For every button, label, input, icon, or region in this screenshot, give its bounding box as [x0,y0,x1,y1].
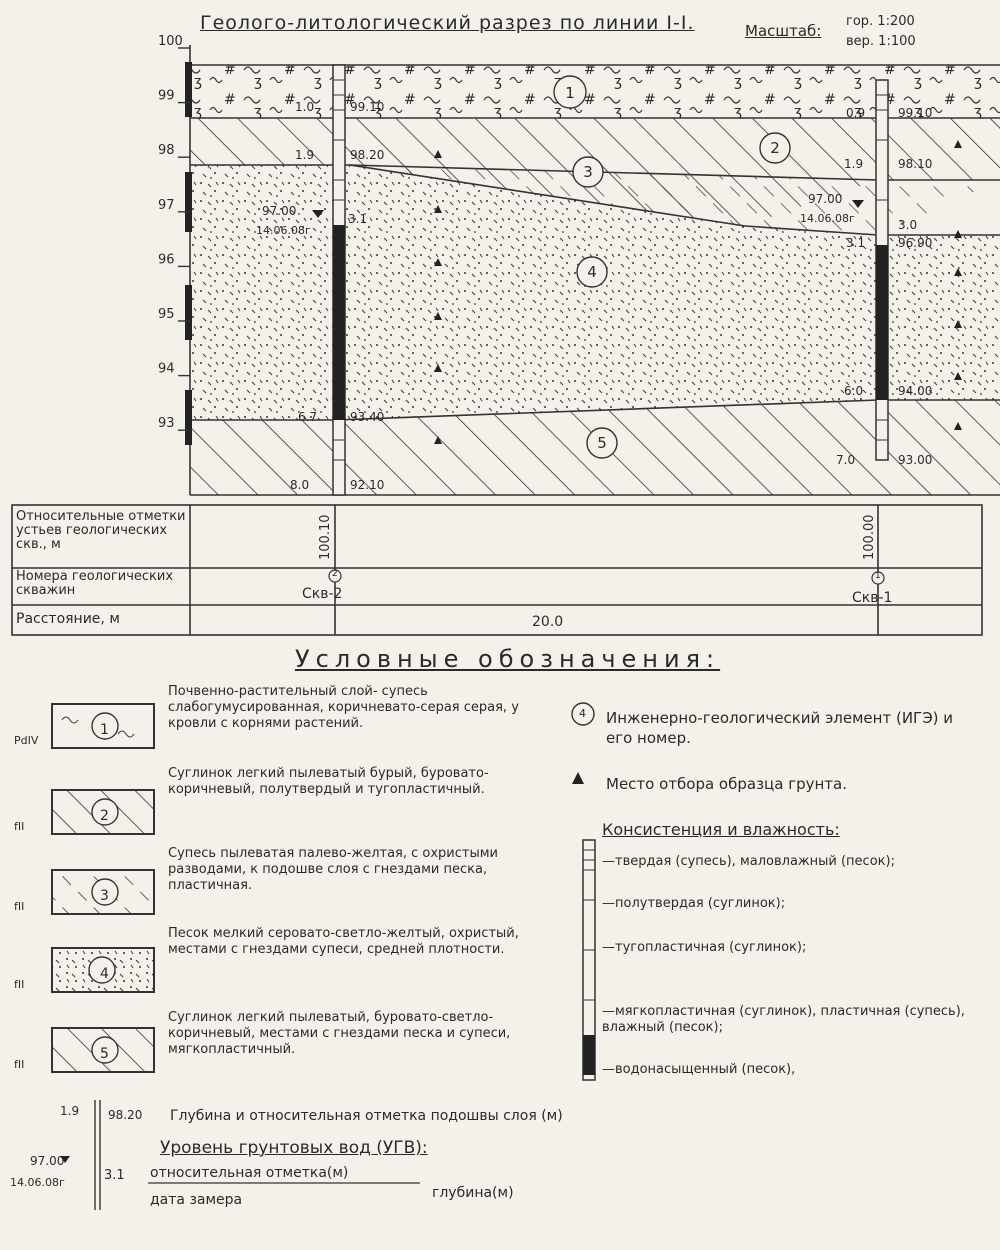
ige-number: 4 [587,263,597,281]
consistency-item: —твердая (супесь), маловлажный (песок); [602,854,895,869]
y-tick-label: 95 [158,307,175,322]
skv1-elev: 93.00 [898,453,933,467]
legend-item-index: fII [14,900,25,913]
legend-item-text: Суглинок легкий пылеватый, буровато-светло-коричневый, местами с гнездами песка и супеси, мягкопластичный. [168,1010,511,1057]
skv2-gwl-date: 14.06.08г [256,224,311,237]
y-tick-label: 94 [158,361,175,377]
skv2-depth: 3.1 [348,212,368,226]
legend-title: Условные обозначения: [295,645,721,673]
legend-item-number: 2 [100,808,109,824]
consistency-title: Консистенция и влажность: [602,820,840,839]
scale-label: Масштаб: [745,22,822,40]
skv2-depth: 1.9 [295,148,315,162]
skv2-gwl-level: 97.00 [262,204,297,218]
legend-ige: Инженерно-геологический элемент (ИГЭ) и его номер. [606,709,954,747]
skv1-depth: 3.0 [898,218,918,232]
collar-skv1: 100.00 [862,514,877,560]
skv2-depth: 8.0 [290,478,310,492]
ige-number: 1 [565,84,575,102]
name-skv2: Скв-2 [302,586,343,602]
ige-number: 3 [583,163,593,181]
legend-item-number: 5 [100,1046,109,1062]
skv1-depth: 1.9 [844,157,864,171]
skv2-elev: 92.10 [350,478,385,492]
table-collar-label: Относительные отметки устьев геологических скв., м [16,509,186,552]
y-tick-label: 100 [158,34,183,49]
legend-item-index: fII [14,1058,25,1071]
skv1-gwl-level: 97.00 [808,192,843,206]
y-tick-label: 99 [158,88,175,104]
gwl-example-date: 14.06.08г [10,1176,65,1189]
consistency-item: —мягкопластичная (суглинок), пластичная (супесь), влажный (песок); [602,1004,965,1035]
number-skv2: 2 [332,569,338,579]
skv1-elev: 96.90 [898,236,933,250]
example-depth-text: Глубина и относительная отметка подошвы слоя (м) [170,1108,563,1124]
number-skv1: 1 [875,571,881,581]
name-skv1: Скв-1 [852,590,893,606]
legend-item-number: 4 [100,966,109,982]
collar-skv2: 100.10 [318,514,333,560]
gwl-depth-label: глубина(м) [432,1185,514,1201]
skv1-elev: 99.10 [898,106,933,120]
skv2-depth: 6.7 [298,410,318,424]
y-tick-label: 97 [158,197,175,213]
legend-sample: Место отбора образца грунта. [606,775,847,793]
skv1-gwl-date: 14.06.08г [800,212,855,225]
consistency-item: —водонасыщенный (песок), [602,1062,796,1077]
skv2-elev: 93.40 [350,410,385,424]
legend-item-index: fII [14,820,25,833]
gwl-title: Уровень грунтовых вод (УГВ): [160,1138,428,1158]
legend-item-number: 3 [100,888,109,904]
distance-value: 20.0 [532,614,564,630]
page-title: Геолого-литологический разрез по линии I-I. [200,12,695,34]
legend-item-index: PdIV [14,734,39,747]
legend-item-index: fII [14,978,25,991]
skv1-depth: 3.1 [846,236,866,250]
skv1-elev: 94.00 [898,384,933,398]
consistency-item: —тугопластичная (суглинок); [602,940,807,955]
skv2-depth: 1.0 [295,100,315,114]
legend-item-text: Суглинок легкий пылеватый бурый, буровато-коричневый, полутвердый и тугопластичный. [168,766,489,797]
scale-horizontal: гор. 1:200 [846,14,915,29]
gwl-example-level: 97.00 [30,1154,65,1168]
gwl-example-depth: 3.1 [104,1168,125,1183]
skv2-elev: 98.20 [350,148,385,162]
skv1-depth: 6.0 [844,384,864,398]
ige-number: 2 [770,139,780,157]
legend-ige-number: 4 [579,707,586,720]
y-tick-label: 93 [158,416,175,432]
skv1-depth: 0.9 [846,106,866,120]
table-distance-label: Расстояние, м [16,611,120,627]
gwl-numerator: относительная отметка(м) [150,1165,349,1181]
legend-item-text: Песок мелкий серовато-светло-желтый, охристый, местами с гнездами супеси, средней плотности. [168,926,519,957]
y-tick-label: 96 [158,252,175,268]
consistency-item: —полутвердая (суглинок); [602,896,786,911]
gwl-denominator: дата замера [150,1192,243,1208]
y-tick-label: 98 [158,143,175,159]
table-number-label: Номера геологических скважин [16,569,174,598]
skv2-elev: 99.10 [350,100,385,114]
skv1-elev: 98.10 [898,157,933,171]
scale-vertical: вер. 1:100 [846,34,916,49]
legend-item-text: Почвенно-растительный слой- супесь слабогумусированная, коричневато-серая серая, у кровли с корнями растений. [168,684,519,731]
example-elev: 98.20 [108,1108,143,1122]
ige-number: 5 [597,434,607,452]
legend-item-text: Супесь пылеватая палево-желтая, с охристыми разводами, к подошве слоя с гнездами песка, пластичная. [168,846,498,893]
example-depth: 1.9 [60,1104,80,1118]
skv1-depth: 7.0 [836,453,856,467]
legend-item-number: 1 [100,722,109,738]
